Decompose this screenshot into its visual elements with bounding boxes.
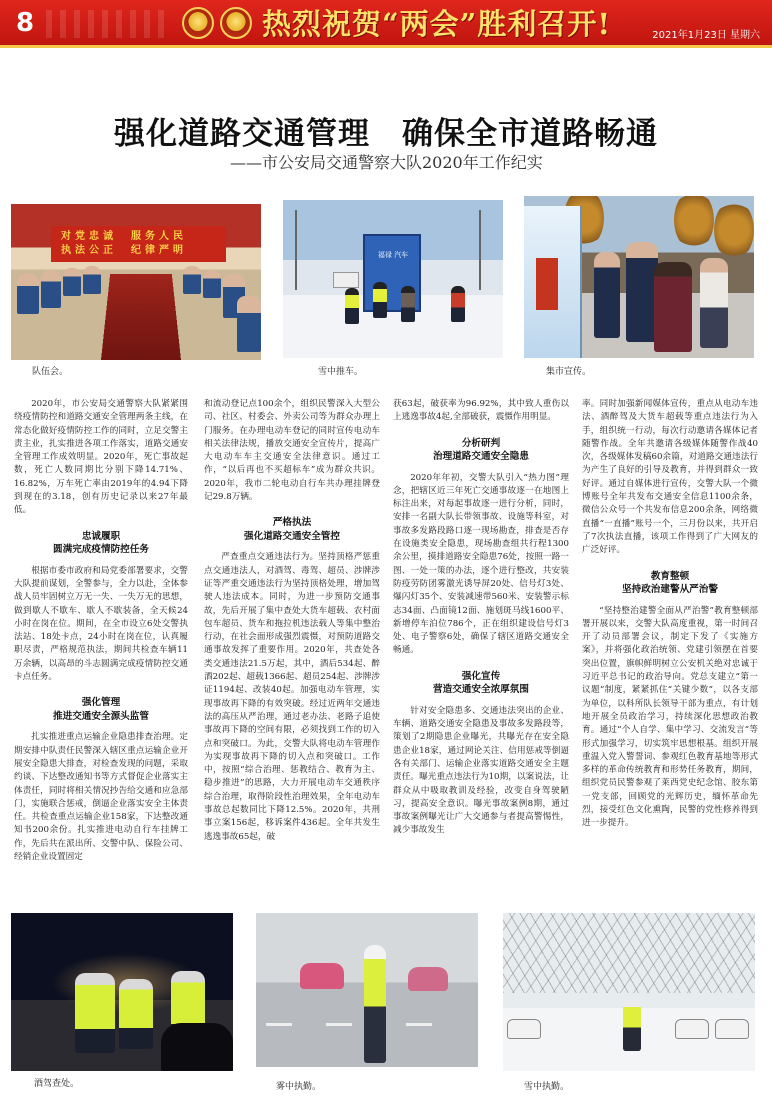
utility-pole	[295, 210, 297, 290]
body-paragraph: “坚持整治建警全面从严治警”教育整顿部署开展以来，交警大队高度重视，第一时间召开了动员部署会议，制定下发了《实施方案》，并将强化政治统领、党建引领摆在首要突出位置，旗帜鲜明树立公安机关绝对忠诚于习近平总书记的政治导向。党总支建立“第一议题”制度，紧紧抓住“关键少数”，以各支部为单位，以科所队长领导干部为重点，有计划地开展全员政治学习，持续深化思想政治教育。通过“个人自学、集中学习、交流发言”等形式加强学习，切实筑牢思想根基。组织开展重温入党入警誓词、参观红色教育基地等形式多样的革命传统教育和形势任务教育，期间，组织党员民警参观了莱西党史纪念馆、胶东第一党支部，回顾党的光辉历史，缅怀革命先烈，接受红色文化熏陶，民警的党性修养得到进一步提升。	[582, 605, 758, 829]
photo-meeting	[11, 204, 261, 360]
caption-snow-push: 雪中推车。	[318, 367, 364, 377]
caption-dui: 酒驾查处。	[34, 1079, 80, 1089]
cppcc-emblem-icon	[220, 7, 252, 39]
officer-figure	[594, 252, 620, 338]
meeting-table	[101, 274, 182, 360]
body-paragraph: 扎实推进重点运输企业隐患排查治理。定期安排中队责任民警深入辖区重点运输企业开展安全隐患大排查，对检查发现的问题，采取约谈、下达整改通知书等方式督促企业落实主体责任，同时将相关情况抄告给交通和应急部门，实施联合惩戒，倒逼企业落实安全主体责任。共检查重点运输企业158家，下达整改通知书200余份。扎实推进电动自行车挂牌工作，先后共在派出所、交警中队、保险公司、经销企业设置固定	[14, 732, 188, 863]
section-heading: 忠诚履职 圆满完成疫情防控任务	[53, 530, 149, 556]
caption-fog: 雾中执勤。	[276, 1082, 322, 1092]
section-heading: 分析研判 治理道路交通安全隐患	[433, 437, 529, 463]
elderly-resident	[654, 262, 692, 352]
pink-car	[300, 963, 344, 989]
column-1	[14, 398, 188, 864]
body-paragraph: 针对安全隐患多、交通违法突出的企业、车辆、道路交通安全隐患及事故多发路段等，策划了2期隐患企业曝光，共曝光存在安全隐患企业18家，通过网论关注、信用惩戒等倒逼各有关部门、运输企业落实道路交通安全主题责任。曝光重点违法行为10期，以案说法，让群众从中吸取教训及经验，改变自身驾驶陋习，提高安全意识。曝光事故案例8期，通过事故案例曝光让广大交通参与者提高警惕性，减少事故发生	[393, 705, 569, 836]
article-headline: 强化道路交通管理 确保全市道路畅通	[114, 116, 658, 152]
officer-figure	[63, 268, 81, 296]
caption-market: 集市宣传。	[546, 367, 592, 377]
meeting-banner-line1: 对党忠诚 服务人民	[61, 231, 187, 242]
tree-branches	[503, 913, 755, 993]
intro-paragraph: 2020年，市公安局交通警察大队紧紧围绕疫情防控和道路交通安全管理两条主线，在常态化做好疫情防控工作的同时，立足交警主责主业，扎实推进各项工作落实，道路交通安全管理工作成效明显。2020年，死亡事故起数，死亡人数同期比分别下降14.71%、16.82%，万车死亡率由2019年的4.94下降到现在的3.18，创有历史记录以来27年最低。	[14, 399, 188, 516]
photo-fog-duty	[256, 913, 478, 1067]
officer-on-duty	[623, 999, 641, 1051]
officer-figure	[203, 270, 221, 298]
body-paragraph: 2020年年初，交警大队引入“热力图”理念，把辖区近三年死亡交通事故逐一在地图上标注出来，对每起事故逐一进行分析，同时，安排一名副大队长带领事故、设施等科室，对事故多发路段路口逐一现场勘查，排查是否存在设施类安全隐患，现场勘查组共行程1300余公里，摸排道路安全隐患76处，按照一路一图、一处一策的办法，逐个进行整改，共安装防疫劳防团雾激光诱导屏20处、信号灯3处、爆闪灯35个、安装减速带560米、安装警示标志34面、凸面镜12面、施划斑马线1600平、新增停车泊位786个，正在组织建设信号灯3处、电子警察6处，确保了辖区道路交通安全畅通。	[393, 472, 569, 656]
issue-date: 2021年1月23日 星期六	[652, 30, 760, 41]
page-number: 8	[15, 8, 35, 38]
column-4	[582, 398, 758, 831]
officer-figure	[237, 296, 261, 352]
lane-marking	[406, 1023, 432, 1026]
lane-marking	[326, 1023, 352, 1026]
officer-directing-traffic	[364, 945, 386, 1063]
column-2	[204, 398, 380, 844]
resident-figure	[700, 258, 728, 348]
pink-car	[408, 967, 448, 991]
body-paragraph: 和流动登记点100余个，组织民警深入大型公司、社区、村委会、外卖公司等为群众办理上门服务。在办理电动车登记的同时宣传电动车相关法律法规，播放交通安全宣传片，提高广大电动车车主交通安全法律意识。通过工作，“以后再也不买超标车”成为群众共识。2020年，我市二轮电动自行车共办理挂牌登记29.8万辆。	[204, 399, 380, 503]
tree	[674, 196, 714, 250]
utility-pole	[479, 210, 481, 290]
background-car	[333, 272, 359, 288]
officer-figure	[183, 266, 201, 294]
officer-pushing	[345, 288, 359, 324]
publicity-board-panel	[536, 258, 558, 310]
caption-meeting: 队伍会。	[32, 367, 69, 377]
photo-snow-push	[283, 200, 503, 358]
truck-label: 福禄 汽车	[377, 251, 409, 259]
article-subhead: ——市公安局交通警察大队2020年工作纪实	[230, 153, 543, 172]
column-3	[393, 398, 569, 838]
officer-figure	[17, 274, 39, 314]
civilian-pushing	[451, 286, 465, 322]
body-paragraph: 严查重点交通违法行为。坚持顶格严惩重点交通违法人，对酒驾、毒驾、超员、涉牌涉证等严重交通违法行为坚持顶格处理，增加驾驶人违法成本。同时，为进一步预防交通事故，先后开展了集中查处大货车超载、农村面包车超员、货车和拖拉机违法载人等集中整治行动，在社会面形成强烈震慑，对预防道路交通事故发挥了重要作用。2020年，共查处各类交通违法21.5万起，其中，酒后534起、醉酒202起、超载1366起、超员254起、涉牌涉证1194起、改装40起。加强电动车管理，实现事故再下降的有效突破。经过近两年交通违法的高压从严治理，通过老办法、老路子追使事故再下降的空间有限，必须找到工作的切入点和突破口。为此，交警大队将电动车管理作为实现事故再下降的切入点和突破口。工作中，按照“综合治理、惩教结合、教育为主、稳步推进”的思路，大力开展电动车交通秩序综合治理，取得阶段性治理效果，全年电动车事故总起数同比下降12.5%。2020年，共刑事立案156起，移诉案件436起。全年共发生逃逸事故65起，破	[204, 552, 380, 842]
officer-reflective-vest	[119, 979, 153, 1049]
tree	[714, 200, 754, 260]
vehicle-silhouette	[161, 1023, 233, 1071]
masthead	[0, 0, 772, 48]
photo-snow-duty	[503, 913, 755, 1071]
masthead-banner: 热烈祝贺“两会”胜利召开!	[262, 7, 612, 41]
photo-market-publicity	[524, 196, 754, 358]
parked-car	[675, 1019, 709, 1039]
officer-figure	[41, 270, 61, 308]
officer-figure	[83, 266, 101, 294]
caption-snow-duty: 雪中执勤。	[524, 1082, 570, 1092]
section-heading: 强化宣传 营造交通安全浓厚氛围	[433, 670, 529, 696]
civilian-pushing	[401, 286, 415, 322]
officer-reflective-vest	[75, 973, 115, 1053]
parked-car	[715, 1019, 749, 1039]
photo-dui-check	[11, 913, 233, 1071]
officer-pushing	[373, 282, 387, 318]
masthead-decoration	[46, 10, 166, 38]
body-paragraph: 根据市委市政府和局党委部署要求，交警大队提前谋划，全警参与，全力以赴，全体参战人员牢固树立万无一失、一失万无的思想，做到歇人不歇车、歇人不歇装备，全天候24小时在岗在位。期间，在全市设立6处交警执法站、18处卡点，24小时在岗在位，认真履职尽责，严格规范执法，期间共检查车辆11万余辆，以高昂的斗志圆满完成疫情防控交通卡点任务。	[14, 565, 188, 683]
section-heading: 严格执法 强化道路交通安全管控	[244, 517, 340, 542]
lane-marking	[266, 1023, 292, 1026]
body-paragraph: 率。同时加强新闻媒体宣传，重点从电动车违法、酒醉驾及大货车超载等重点违法行为入手，组织统一行动，每次行动邀请各媒体记者随警作战。全年共邀请各级媒体随警作战40次，各级媒体发稿60余篇，对道路交通违法行为产生了良好的引导及教育，并得到群众一致好评。通过自媒体进行宣传，交警大队一个微博账号全年共发布交通安全信息1100余条，微信公众号一个共发布信息200余条，网络微直播“一直播”账号一个，三月份以来，共开启了7次执法直播，该项工作得到了广大网友的广泛好评。	[582, 399, 758, 556]
parked-car	[507, 1019, 541, 1039]
body-paragraph: 获63起，破获率为96.92%，其中致人重伤以上逃逸事故4起,全部破获，震慑作用明显。	[393, 399, 569, 423]
section-heading: 强化管理 推进交通安全源头监管	[53, 697, 149, 722]
section-heading: 教育整顿 坚持政治建警从严治警	[622, 570, 718, 596]
meeting-banner-line2: 执法公正 纪律严明	[61, 245, 187, 256]
national-emblem-icon	[182, 7, 214, 39]
